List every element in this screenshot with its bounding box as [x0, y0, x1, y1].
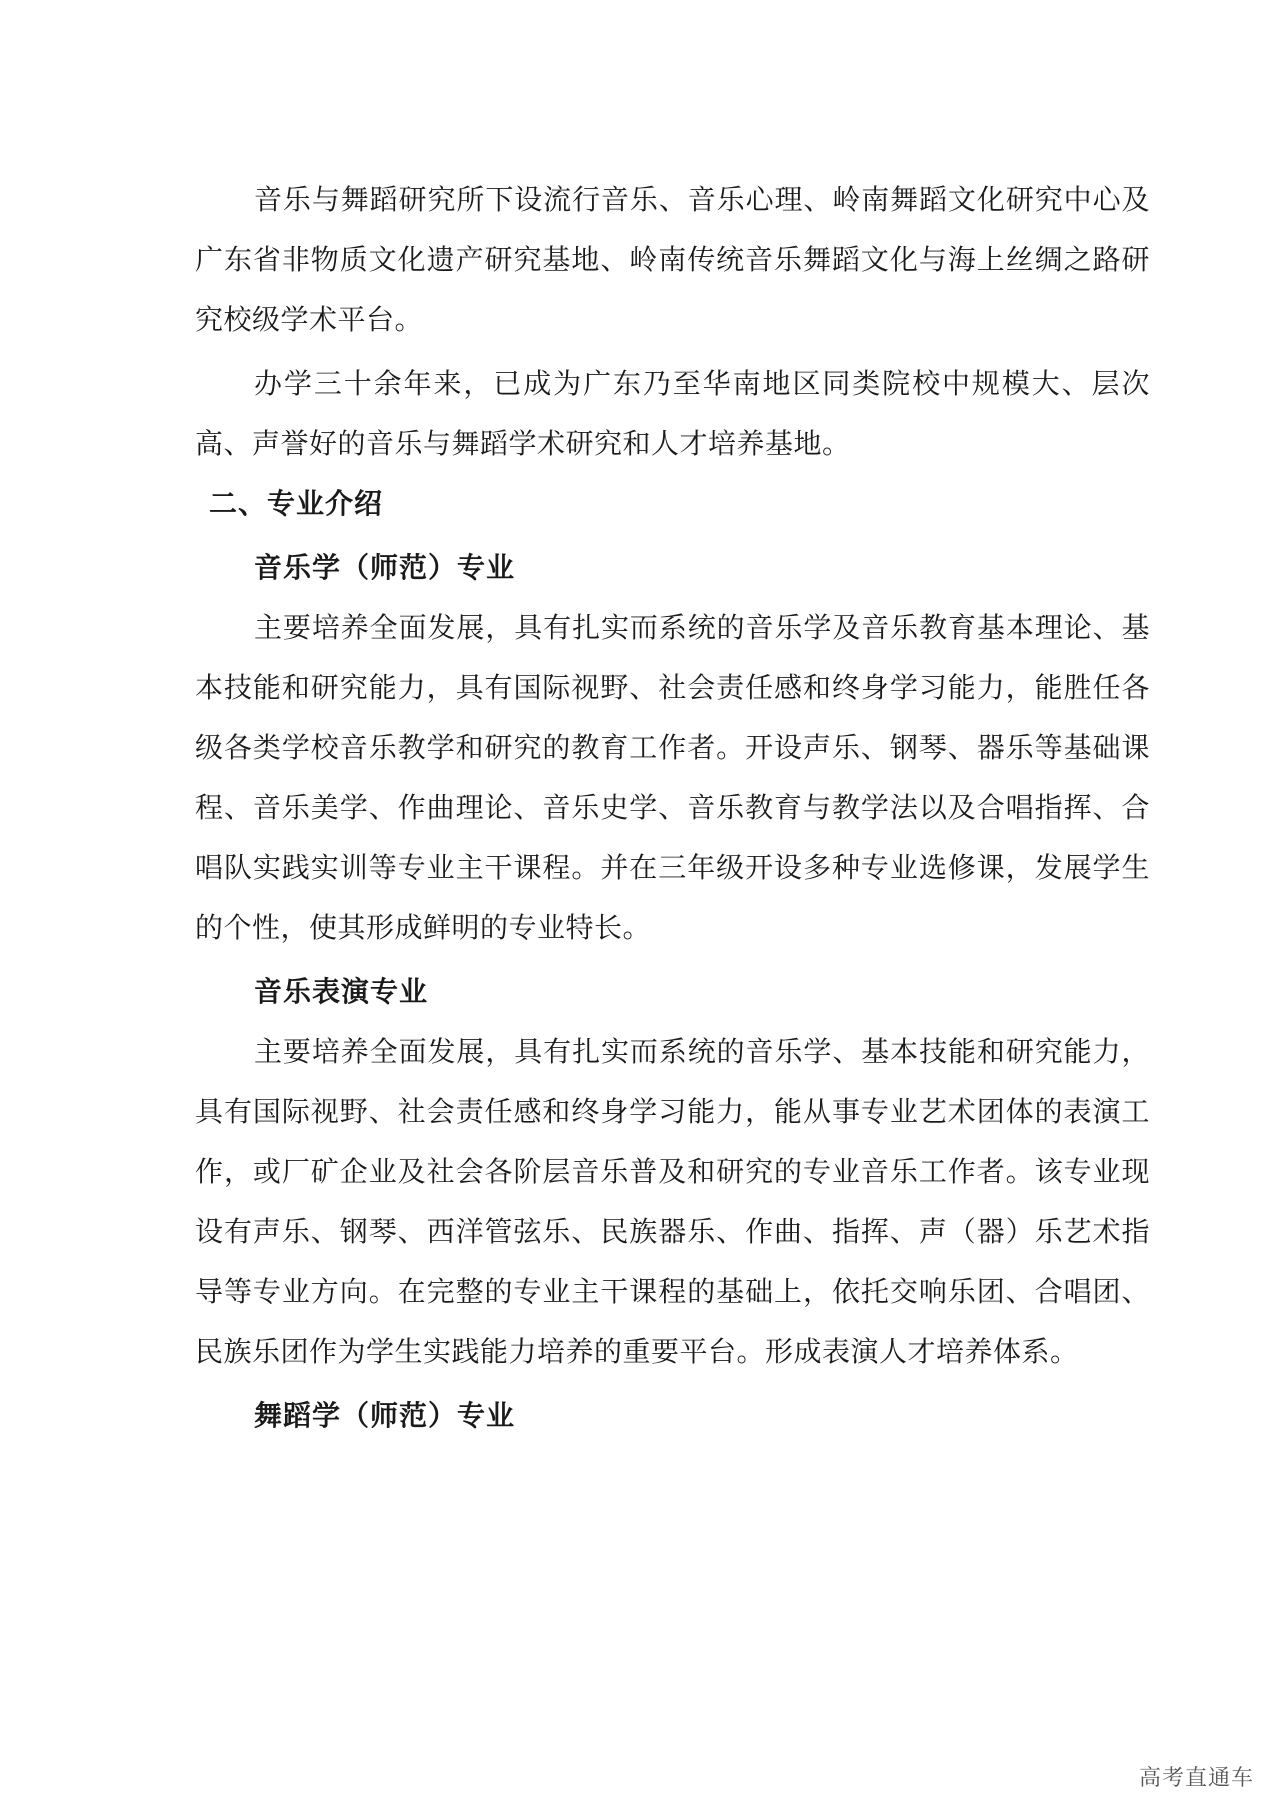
major-title-dance: 舞蹈学（师范）专业 [254, 1399, 516, 1432]
major-description-music-performance: 主要培养全面发展，具有扎实而系统的音乐学、基本技能和研究能力，具有国际视野、社会责任感和终身学习能力，能从事专业艺术团体的表演工作，或厂矿企业及社会各阶层音乐普及和研究的专业音乐工作者。该专业现设有声乐、钢琴、西洋管弦乐、民族器乐、作曲、指挥、声（器）乐艺术指导等专业方向。在完整的专业主干课程的基础上，依托交响乐团、合唱团、民族乐团作为学生实践能力培养的重要平台。形成表演人才培养体系。 [195, 1035, 1150, 1368]
intro-paragraph-1: 音乐与舞蹈研究所下设流行音乐、音乐心理、岭南舞蹈文化研究中心及广东省非物质文化遗产研究基地、岭南传统音乐舞蹈文化与海上丝绸之路研究校级学术平台。 [195, 183, 1150, 336]
major-description-musicology: 主要培养全面发展，具有扎实而系统的音乐学及音乐教育基本理论、基本技能和研究能力，具有国际视野、社会责任感和终身学习能力，能胜任各级各类学校音乐教学和研究的教育工作者。开设声乐、钢琴、器乐等基础课程、音乐美学、作曲理论、音乐史学、音乐教育与教学法以及合唱指挥、合唱队实践实训等专业主干课程。并在三年级开设多种专业选修课，发展学生的个性，使其形成鲜明的专业特长。 [195, 611, 1150, 944]
major-title-music-performance: 音乐表演专业 [254, 975, 429, 1008]
major-title-musicology: 音乐学（师范）专业 [254, 551, 516, 584]
section-heading-majors: 二、专业介绍 [209, 487, 384, 520]
intro-paragraph-2: 办学三十余年来，已成为广东乃至华南地区同类院校中规模大、层次高、声誉好的音乐与舞蹈学术研究和人才培养基地。 [195, 367, 1150, 460]
watermark-text: 高考直通车 [1138, 1766, 1254, 1791]
document-page [195, 170, 1150, 1446]
